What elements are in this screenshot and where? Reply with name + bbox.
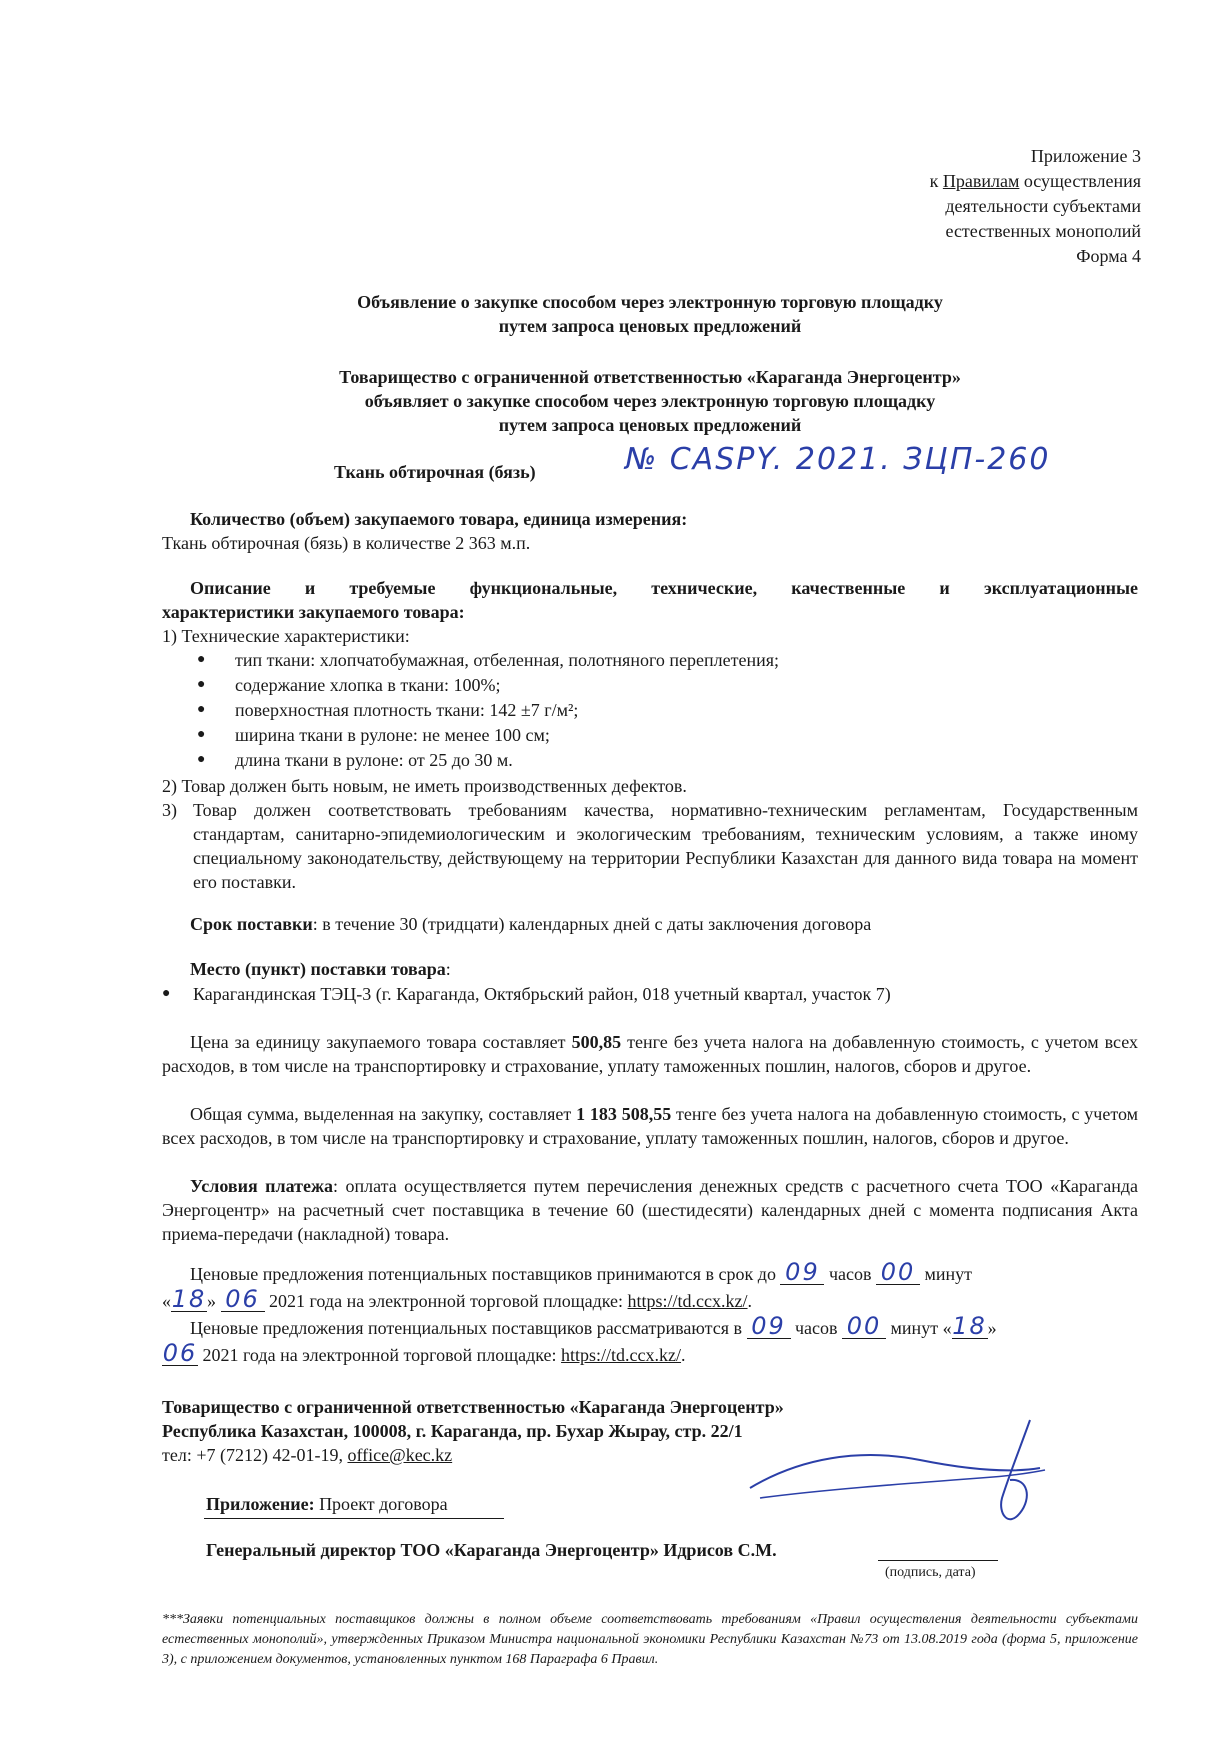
spec-bullet-5: длина ткани в рулоне: от 25 до 30 м. (235, 750, 513, 770)
signature-drawing (740, 1418, 1070, 1538)
open-quote: « (162, 1291, 171, 1311)
review-deadline-line-2 (162, 1341, 686, 1367)
review-month: 06 (162, 1339, 198, 1367)
spec-bullet-2: содержание хлопка в ткани: 100%; (235, 675, 501, 695)
bullet-icon: ● (197, 752, 206, 767)
review-minute: 00 (842, 1314, 886, 1339)
company-address: Республика Казахстан, 100008, г. Караганда, пр. Бухар Жырау, стр. 22/1 (162, 1421, 743, 1441)
delivery-term-value: : в течение 30 (тридцати) календарных дней с даты заключения договора (312, 914, 872, 934)
director-line: Генеральный директор ТОО «Караганда Энергоцентр» Идрисов С.М. (206, 1540, 777, 1560)
unit-price-prefix: Цена за единицу закупаемого товара составляет (190, 1032, 572, 1052)
signature-caption: (подпись, дата) (885, 1565, 976, 1580)
unit-price-value: 500,85 (571, 1032, 622, 1052)
acceptance-deadline-line-1 (190, 1260, 972, 1286)
spec-bullet-1: тип ткани: хлопчатобумажная, отбеленная, полотняного переплетения; (235, 650, 780, 670)
footnote: ***Заявки потенциальных поставщиков должны в полном объеме соответствовать требованиям «Правил осуществления деятельности субъектами естественных монополий», утвержденных Приказом Министра национальной экономики Республики Казахстан №73 от 13.08.2019 года (форма 5, приложение 3), с приложением документов, установленных пунктом 168 Параграфа 6 Правил. (162, 1612, 1138, 1667)
payment-terms-label: Условия платежа (190, 1176, 334, 1196)
acceptance-month: 06 (221, 1287, 265, 1312)
payment-terms-text: : оплата осуществляется путем перечисления денежных средств с расчетного счета ТОО «Караганда Энергоцентр» на расчетный счет поставщика в течение 60 (шестидесяти) календарных дней с момента подписания Акта приема-передачи (накладной) товара. (162, 1176, 1138, 1244)
hours-word: часов (824, 1264, 876, 1284)
delivery-term-label: Срок поставки (190, 914, 313, 934)
item-name: Ткань обтирочная (бязь) (334, 462, 536, 482)
attachment-underline (204, 1518, 504, 1519)
description-label-line-1: Описание и требуемые функциональные, технические, качественные и эксплуатационные (190, 578, 1138, 598)
description-item-3: Товар должен соответствовать требованиям качества, нормативно-техническим регламентам, Государственным стандартам, санитарно-эпидемиологическим и экологическим требованиям, техническим условиям, а также иному специальному законодательству, действующему на территории Республики Казахстан для данного вида товара на момент его поставки. (193, 800, 1138, 892)
appendix-line-2-suffix: осуществления (1019, 171, 1141, 191)
announcement-heading (160, 290, 1140, 338)
form-number: Форма 4 (1076, 246, 1141, 266)
quantity-label: Количество (объем) закупаемого товара, единица измерения: (190, 509, 688, 529)
acceptance-deadline-line-2 (162, 1287, 752, 1313)
quantity-value: Ткань обтирочная (бязь) в количестве 2 363 м.п. (162, 533, 531, 553)
minutes-word: минут (919, 1264, 973, 1284)
acceptance-day: 18 (171, 1285, 207, 1313)
trading-platform-link[interactable]: https://td.ccx.kz/ (627, 1291, 748, 1311)
delivery-place-colon: : (445, 959, 451, 979)
review-prefix: Ценовые предложения потенциальных поставщиков рассматриваются в (190, 1318, 747, 1338)
description-item-3-number: 3) (162, 800, 177, 820)
acceptance-dot: . (747, 1291, 753, 1311)
unit-price-paragraph (162, 1030, 1138, 1078)
appendix-line-4: естественных монополий (945, 221, 1141, 241)
delivery-place-label-row (190, 957, 451, 981)
handwritten-procurement-number: № CASPY. 2021. ЗЦП-260 (625, 442, 1051, 477)
description-label-line-2: характеристики закупаемого товара: (162, 602, 465, 622)
signature-line (878, 1560, 998, 1561)
acceptance-minute: 00 (876, 1260, 920, 1285)
description-item-1: 1) Технические характеристики: (162, 626, 410, 646)
review-platform-link[interactable]: https://td.ccx.kz/ (561, 1345, 682, 1365)
delivery-place-value: Карагандинская ТЭЦ-3 (г. Караганда, Октябрьский район, 018 учетный квартал, участок 7) (193, 984, 891, 1004)
bullet-icon: ● (162, 986, 171, 1001)
spec-bullet-3: поверхностная плотность ткани: 142 ±7 г/м²; (235, 700, 579, 720)
acceptance-hour: 09 (780, 1260, 824, 1285)
description-item-2: 2) Товар должен быть новым, не иметь производственных дефектов. (162, 776, 687, 796)
acceptance-prefix: Ценовые предложения потенциальных поставщиков принимаются в срок до (190, 1264, 781, 1284)
attachment-line (206, 1492, 448, 1516)
bullet-icon: ● (197, 677, 206, 692)
review-hours-word: часов (790, 1318, 843, 1338)
review-dot: . (681, 1345, 686, 1365)
attachment-label: Приложение: (206, 1494, 315, 1514)
review-open-quote: « (942, 1318, 952, 1338)
review-deadline-line-1 (190, 1314, 997, 1340)
review-year-suffix: 2021 года на электронной торговой площадке: (198, 1345, 562, 1365)
appendix-header (930, 144, 1141, 269)
attachment-value: Проект договора (314, 1494, 448, 1514)
review-close-quote: » (987, 1318, 997, 1338)
review-hour: 09 (747, 1314, 791, 1339)
company-name: Товарищество с ограниченной ответственностью «Караганда Энергоцентр» (162, 1397, 784, 1417)
appendix-line-1: Приложение 3 (1030, 146, 1141, 166)
appendix-line-2-prefix: к (929, 171, 943, 191)
company-phone: тел: +7 (7212) 42-01-19, (162, 1445, 348, 1465)
announcer-line-3: путем запроса ценовых предложений (498, 415, 802, 435)
total-sum-suffix: тенге без учета налога на добавленную стоимость, с учетом всех расходов, в том числе на транспортировку и страхование, уплату таможенных пошлин, налогов, сборов и другое. (162, 1104, 1138, 1148)
review-day: 18 (952, 1312, 987, 1340)
total-sum-paragraph (162, 1102, 1138, 1150)
appendix-line-3: деятельности субъектами (945, 196, 1141, 216)
bullet-icon: ● (197, 652, 206, 667)
delivery-term (190, 912, 871, 936)
acceptance-year-suffix: 2021 года на электронной торговой площадке: (264, 1291, 628, 1311)
total-sum-prefix: Общая сумма, выделенная на закупку, составляет (190, 1104, 577, 1124)
heading-line-2: путем запроса ценовых предложений (498, 316, 802, 336)
close-quote: » (207, 1291, 216, 1311)
delivery-place-label: Место (пункт) поставки товара (190, 959, 446, 979)
bullet-icon: ● (197, 702, 206, 717)
unit-price-suffix: тенге без учета налога на добавленную стоимость, с учетом всех расходов, в том числе на транспортировку и страхование, уплату таможенных пошлин, налогов, сборов и другое. (162, 1032, 1138, 1076)
announcer-line-1: Товарищество с ограниченной ответственностью «Караганда Энергоцентр» (339, 367, 961, 387)
total-sum-value: 1 183 508,55 (576, 1104, 672, 1124)
payment-terms-paragraph (162, 1174, 1138, 1246)
appendix-line-2 (930, 169, 1141, 194)
announcer-block (160, 365, 1140, 437)
bullet-icon: ● (197, 727, 206, 742)
review-minutes-word: минут (886, 1318, 939, 1338)
announcer-line-2: объявляет о закупке способом через электронную торговую площадку (364, 391, 936, 411)
spec-bullet-4: ширина ткани в рулоне: не менее 100 см; (235, 725, 550, 745)
company-contacts (162, 1443, 452, 1467)
company-email-link[interactable]: office@kec.kz (347, 1445, 453, 1465)
rules-link[interactable]: Правилам (942, 171, 1020, 191)
heading-line-1: Объявление о закупке способом через электронную торговую площадку (357, 292, 943, 312)
